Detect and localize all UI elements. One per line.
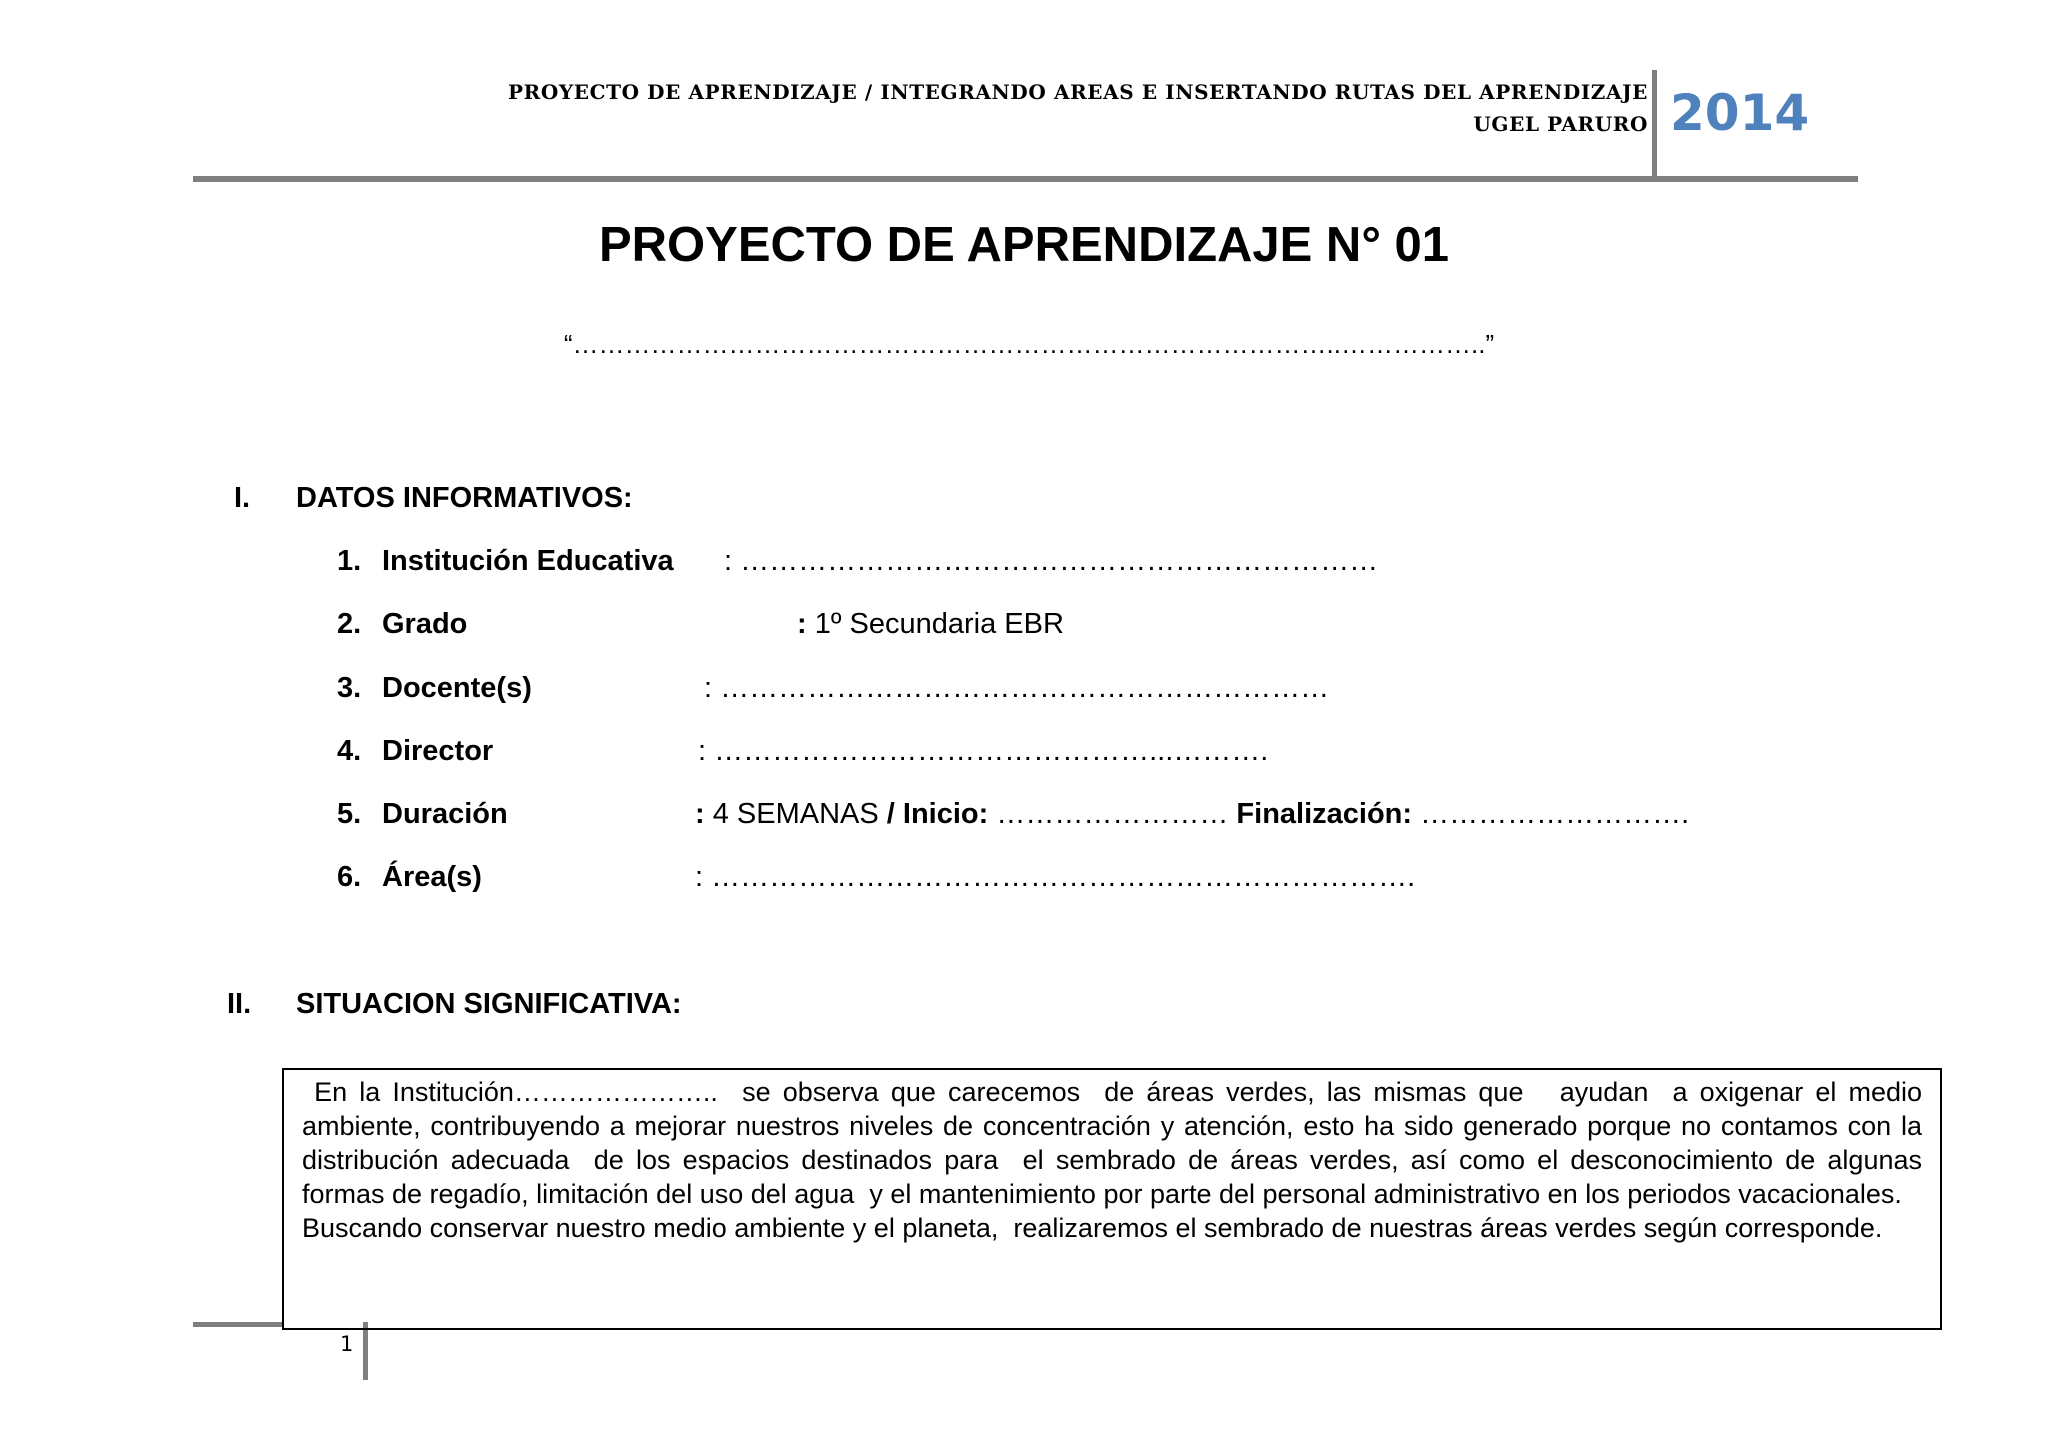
section2-number: II. (227, 988, 252, 1020)
item2-value (797, 606, 1064, 642)
item6-value: : ………………………………………………………………. (695, 861, 1416, 893)
item6-label: Área(s) (382, 861, 482, 893)
item2-label: Grado (382, 608, 468, 640)
footer-horizontal-rule (193, 1322, 283, 1327)
item5-number: 5. (337, 798, 362, 830)
item3-value: : ……………………………………………………… (704, 672, 1330, 704)
item6-number: 6. (337, 861, 362, 893)
situation-paragraph-1: En la Institución………………….. se observa que carecemos de áreas verdes, las mismas que ayudan a oxigenar el medio ambiente, contribuyendo a mejorar nuestros niveles de concentración y atención, esto ha sido generado porque no contamos con la distribución adecuada de los espacios destinados para el sembrado de áreas verdes, así como el desconocimiento de algunas formas de regadío, limitación del uso del agua y el mantenimiento por parte del personal administrativo en los periodos vacacionales. (302, 1077, 1930, 1209)
item2-number: 2. (337, 608, 362, 640)
item4-label: Director (382, 735, 494, 767)
item3-number: 3. (337, 672, 362, 704)
header-title (508, 76, 1648, 140)
section2-title: SITUACION SIGNIFICATIVA: (296, 988, 682, 1020)
header-vertical-rule (1652, 70, 1657, 179)
section1-title: DATOS INFORMATIVOS: (296, 482, 633, 514)
header-title-line1: PROYECTO DE APRENDIZAJE / INTEGRANDO AREAS E INSERTANDO RUTAS DEL APRENDIZAJE (507, 80, 1648, 104)
situation-textbox (282, 1068, 1942, 1330)
header-year: 2014 (1670, 84, 1810, 142)
document-title: PROYECTO DE APRENDIZAJE N° 01 (598, 218, 1450, 272)
item5-label: Duración (382, 798, 508, 830)
item5-colon: : (695, 798, 705, 830)
section1-number: I. (234, 482, 251, 514)
item2-colon: : (797, 608, 807, 640)
item1-number: 1. (337, 545, 362, 577)
item1-label: Institución Educativa (382, 545, 674, 577)
item5-inicio-label: / Inicio: (886, 798, 989, 830)
item3-label: Docente(s) (382, 672, 532, 704)
footer-vertical-rule (363, 1322, 368, 1380)
item5-fin-label: Finalización: (1236, 798, 1413, 830)
item1-value: : ………………………………………………………… (724, 545, 1379, 577)
item5-inicio-value: …………………… (988, 798, 1237, 830)
page-number: 1 (340, 1332, 354, 1356)
situation-paragraph-2: Buscando conservar nuestro medio ambiente y el planeta, realizaremos el sembrado de nuestras áreas verdes según corresponde. (302, 1213, 1883, 1243)
item4-value: : ………………………………………...………. (698, 735, 1269, 767)
header-horizontal-rule (193, 176, 1858, 182)
document-subtitle: “……………………………………………………………………………..……………..” (563, 329, 1495, 359)
header-title-line2: UGEL PARURO (1473, 112, 1648, 136)
item2-value-text: 1º Secundaria EBR (806, 608, 1064, 640)
item4-number: 4. (337, 735, 362, 767)
item5-duration: 4 SEMANAS (704, 798, 887, 830)
item5-fin-value: ………………………. (1412, 798, 1690, 830)
item5-value (695, 796, 1689, 832)
